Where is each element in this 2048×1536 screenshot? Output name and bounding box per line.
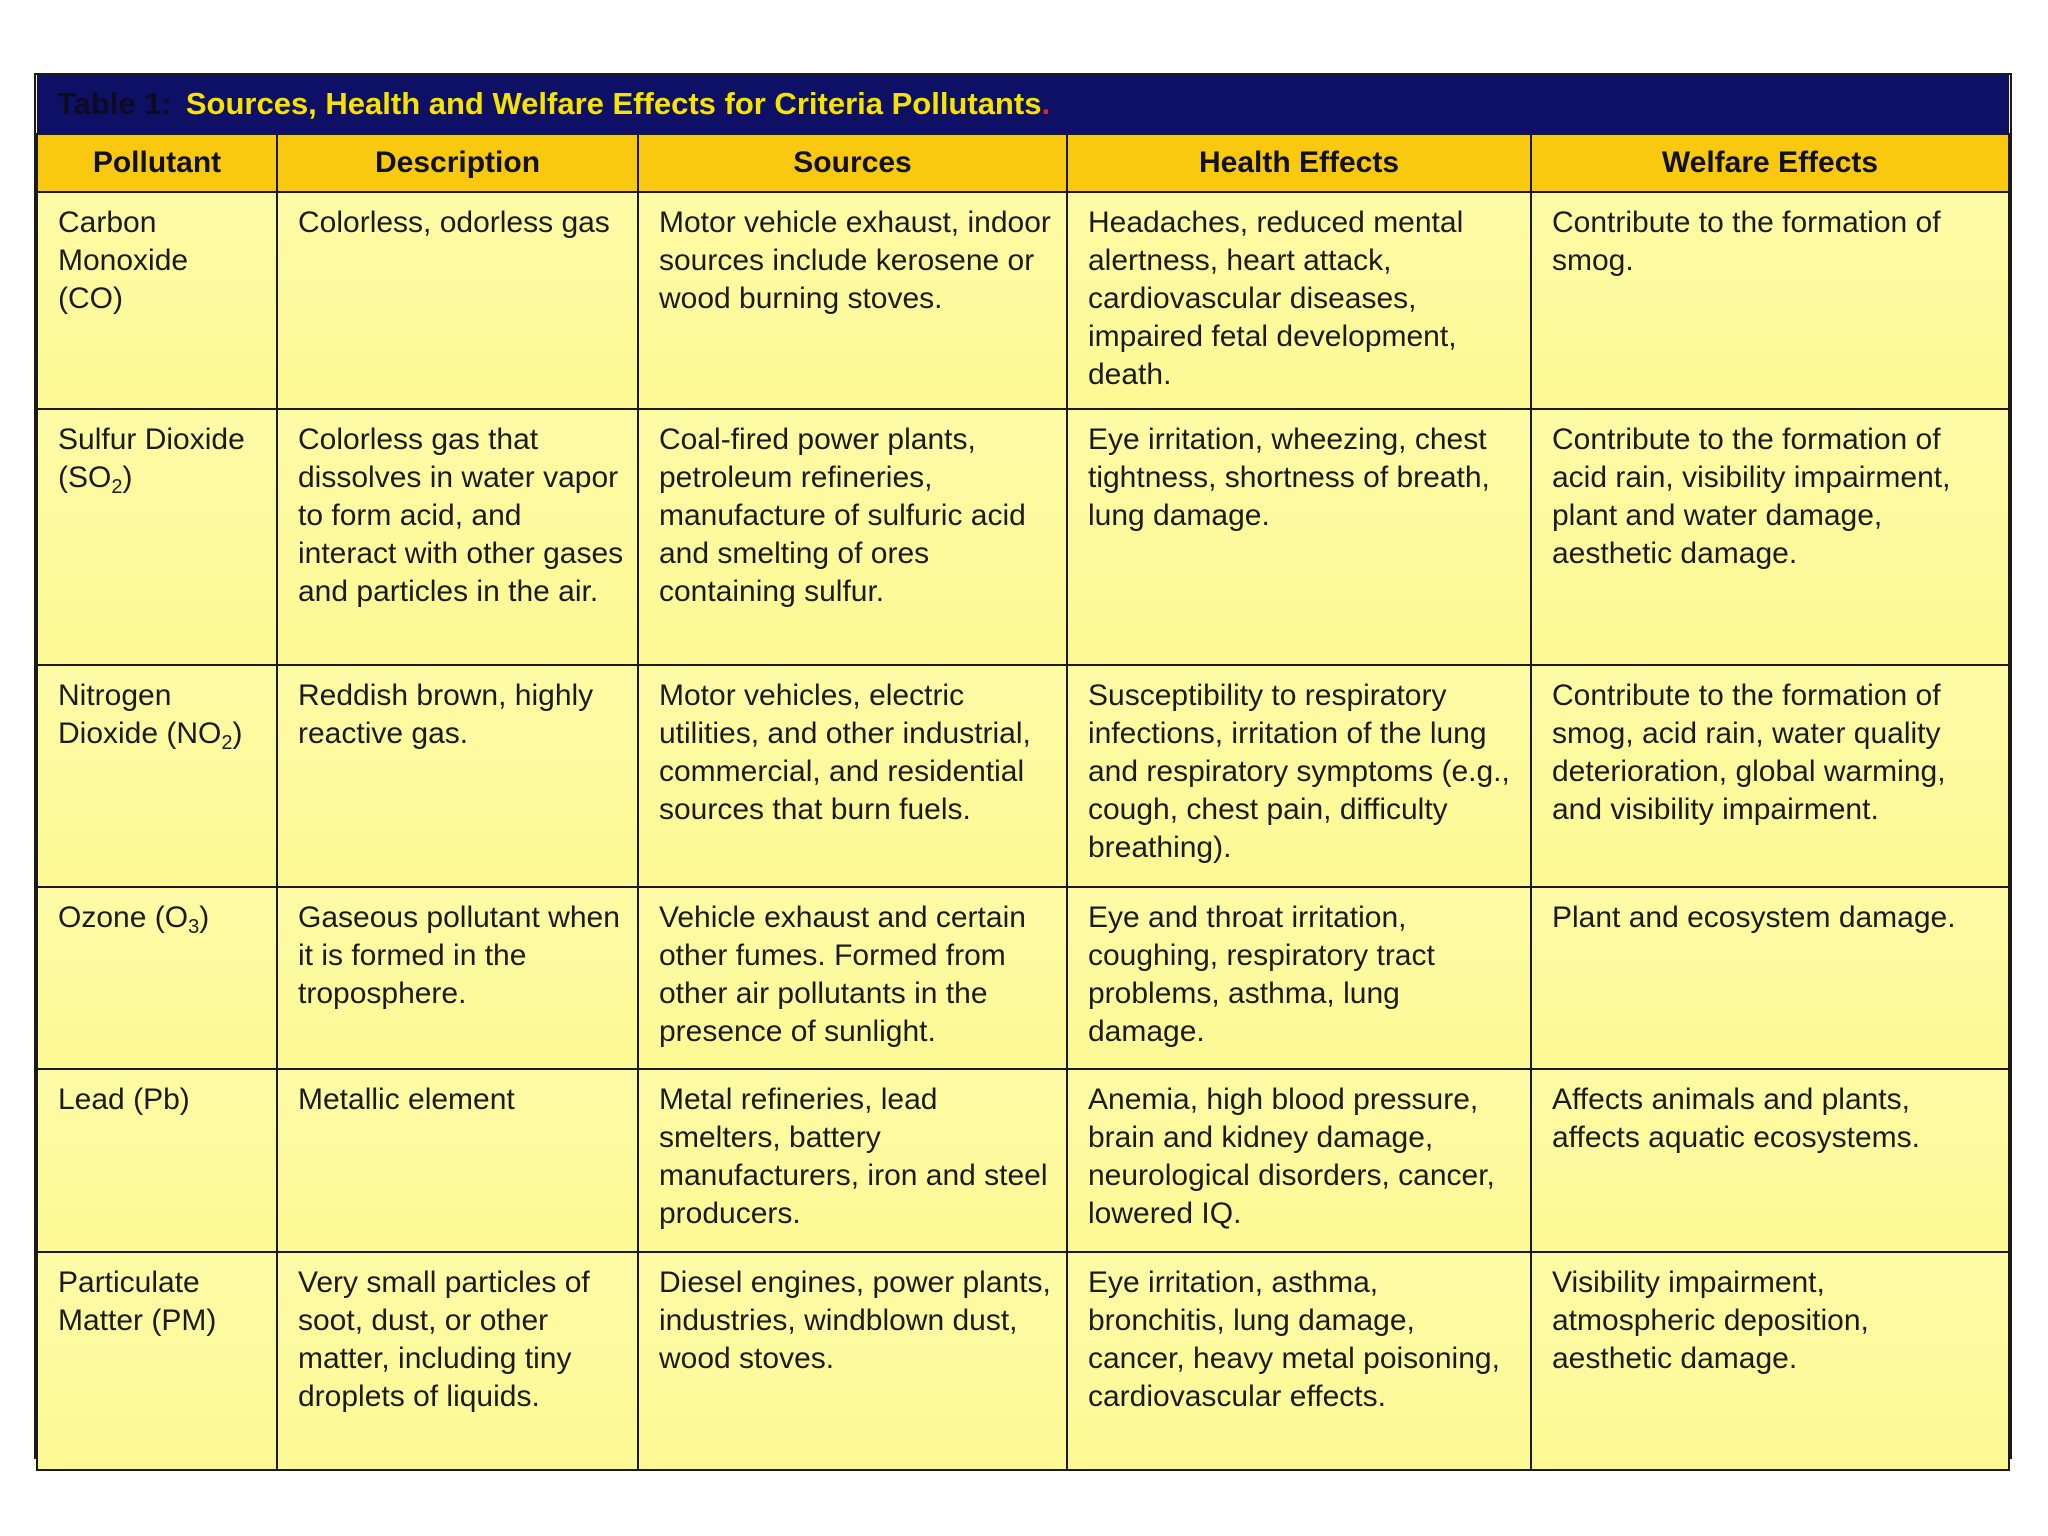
header-pollutant: Pollutant (37, 134, 277, 192)
sources-cell: Motor vehicles, electric utilities, and other industrial, commercial, and residential sources that burn fuels. (638, 665, 1067, 887)
health-effects-cell: Eye irritation, asthma, bronchitis, lung damage, cancer, heavy metal poisoning, cardiovascular effects. (1067, 1252, 1531, 1470)
health-effects-cell: Headaches, reduced mental alertness, heart attack, cardiovascular diseases, impaired fetal development, death. (1067, 192, 1531, 409)
pollutant-formula-prefix: Ozone (O (58, 901, 189, 934)
description-cell: Colorless gas that dissolves in water vapor to form acid, and interact with other gases and particles in the air. (277, 409, 638, 665)
header-welfare-effects: Welfare Effects (1531, 134, 2009, 192)
table-row (37, 887, 2009, 1069)
description-cell: Reddish brown, highly reactive gas. (277, 665, 638, 887)
description-cell: Very small particles of soot, dust, or other matter, including tiny droplets of liquids. (277, 1252, 638, 1470)
welfare-effects-cell: Contribute to the formation of smog. (1531, 192, 2009, 409)
welfare-effects-cell: Contribute to the formation of acid rain, visibility impairment, plant and water damage, aesthetic damage. (1531, 409, 2009, 665)
sources-cell: Diesel engines, power plants, industries, windblown dust, wood stoves. (638, 1252, 1067, 1470)
header-description: Description (277, 134, 638, 192)
pollutant-formula-prefix: Dioxide (NO (58, 717, 222, 750)
pollutant-name-line: Particulate (58, 1266, 200, 1299)
pollutant-name-line: (CO) (58, 282, 123, 315)
pollutant-formula-subscript: 2 (221, 732, 233, 754)
pollutant-formula-subscript: 3 (188, 916, 200, 938)
pollutant-name-line: Carbon (58, 206, 157, 239)
table-row (37, 665, 2009, 887)
pollutant-cell (37, 1252, 277, 1470)
welfare-effects-cell: Contribute to the formation of smog, acid rain, water quality deterioration, global warming, and visibility impairment. (1531, 665, 2009, 887)
pollutant-name-line: Monoxide (58, 244, 189, 277)
table-row (37, 1069, 2009, 1252)
pollutants-table-container (34, 73, 2012, 1459)
table-header-row (37, 134, 2009, 192)
pollutant-cell (37, 192, 277, 409)
pollutant-cell (37, 887, 277, 1069)
table-row (37, 192, 2009, 409)
health-effects-cell: Susceptibility to respiratory infections, irritation of the lung and respiratory symptoms (e.g., cough, chest pain, difficulty breathing). (1067, 665, 1531, 887)
welfare-effects-cell: Affects animals and plants, affects aquatic ecosystems. (1531, 1069, 2009, 1252)
description-cell: Gaseous pollutant when it is formed in the troposphere. (277, 887, 638, 1069)
description-cell: Colorless, odorless gas (277, 192, 638, 409)
table-row (37, 1252, 2009, 1470)
table-row (37, 409, 2009, 665)
table-title-row (37, 75, 2009, 134)
pollutants-table (36, 75, 2010, 1471)
welfare-effects-cell: Visibility impairment, atmospheric deposition, aesthetic damage. (1531, 1252, 2009, 1470)
pollutant-formula-suffix: ) (232, 717, 243, 750)
sources-cell: Motor vehicle exhaust, indoor sources include kerosene or wood burning stoves. (638, 192, 1067, 409)
sources-cell: Vehicle exhaust and certain other fumes. Formed from other air pollutants in the presence of sunlight. (638, 887, 1067, 1069)
health-effects-cell: Eye irritation, wheezing, chest tightness, shortness of breath, lung damage. (1067, 409, 1531, 665)
pollutant-formula-suffix: ) (122, 461, 133, 494)
table-title-text: Sources, Health and Welfare Effects for Criteria Pollutants (185, 86, 1042, 121)
pollutant-name-line: Matter (PM) (58, 1304, 217, 1337)
pollutant-name-line: Nitrogen (58, 679, 172, 712)
description-cell: Metallic element (277, 1069, 638, 1252)
table-title (37, 75, 2009, 134)
table-title-period: . (1041, 86, 1051, 121)
pollutant-cell: Lead (Pb) (37, 1069, 277, 1252)
health-effects-cell: Anemia, high blood pressure, brain and kidney damage, neurological disorders, cancer, lowered IQ. (1067, 1069, 1531, 1252)
welfare-effects-cell: Plant and ecosystem damage. (1531, 887, 2009, 1069)
header-sources: Sources (638, 134, 1067, 192)
health-effects-cell: Eye and throat irritation, coughing, respiratory tract problems, asthma, lung damage. (1067, 887, 1531, 1069)
pollutant-cell (37, 409, 277, 665)
pollutant-formula-subscript: 2 (111, 476, 123, 498)
table-title-prefix: Table 1: (57, 86, 172, 121)
sources-cell: Coal-fired power plants, petroleum refineries, manufacture of sulfuric acid and smelting of ores containing sulfur. (638, 409, 1067, 665)
pollutant-cell (37, 665, 277, 887)
header-health-effects: Health Effects (1067, 134, 1531, 192)
sources-cell: Metal refineries, lead smelters, battery manufacturers, iron and steel producers. (638, 1069, 1067, 1252)
pollutant-formula-suffix: ) (199, 901, 210, 934)
pollutant-name-line: Sulfur Dioxide (58, 423, 245, 456)
pollutant-formula-prefix: (SO (58, 461, 112, 494)
